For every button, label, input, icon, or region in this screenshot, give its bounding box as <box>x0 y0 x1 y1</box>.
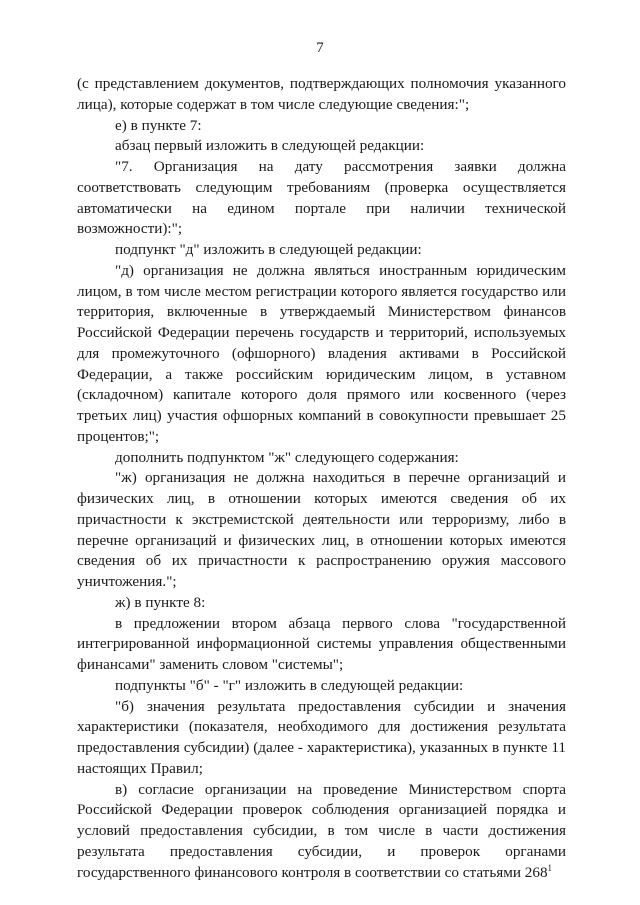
paragraph: в предложении втором абзаца первого слова "государственной интегрированной информационной системы управления общественными финансами" заменить словом "системы"; <box>77 614 566 673</box>
page-number: 7 <box>316 40 324 56</box>
superscript: 1 <box>547 862 553 873</box>
paragraph: подпункты "б" - "г" изложить в следующей редакции: <box>115 676 464 694</box>
paragraph: подпункт "д" изложить в следующей редакции: <box>115 241 422 258</box>
paragraph: ж) в пункте 8: <box>115 593 206 611</box>
paragraph: "7. Организация на дату рассмотрения заявки должна соответствовать следующим требованиям (проверка осуществляется автоматически на едином портале при наличии технической возможности):"; <box>77 158 566 238</box>
paragraph: е) в пункте 7: <box>115 116 202 134</box>
paragraph-text: в) согласие организации на проведение Министерством спорта Российской Федерации проверок соблюдения организацией порядка и условий предоставления субсидии, в том числе в части достижения результата предоставления субсидии, и проверок органами государственного финансового контроля в соответствии со статьями 268 <box>77 780 566 881</box>
paragraph: абзац первый изложить в следующей редакции: <box>115 137 425 155</box>
paragraph: дополнить подпунктом "ж" следующего содержания: <box>115 448 459 466</box>
paragraph: "ж) организация не должна находиться в перечне организаций и физических лиц, в отношении которых имеются сведения об их причастности к экстремистской деятельности или терроризму, либо в перечне организаций и физических лиц, в отношении которых имеются сведения об их причастности к распространению оружия массового уничтожения."; <box>77 469 566 590</box>
paragraph: (с представлением документов, подтверждающих полномочия указанного лица), которые содержат в том числе следующие сведения:"; <box>77 75 566 113</box>
paragraph: "б) значения результата предоставления субсидии и значения характеристики (показателя, необходимого для достижения результата предоставления субсидии) (далее - характеристика), указанных в пункте 11 настоящих Правил; <box>77 697 566 777</box>
paragraph <box>77 780 566 884</box>
paragraph: "д) организация не должна являться иностранным юридическим лицом, в том числе местом регистрации которого является государство или территория, включенные в утверждаемый Министерством финансов Российской Федерации перечень государств и территорий, используемых для промежуточного (офшорного) владения активами в Российской Федерации, а также российским юридическим лицом, в уставном (складочном) капитале которого доля прямого или косвенного (через третьих лиц) участия офшорных компаний в совокупности превышает 25 процентов;"; <box>77 261 566 445</box>
document-body <box>77 74 566 883</box>
